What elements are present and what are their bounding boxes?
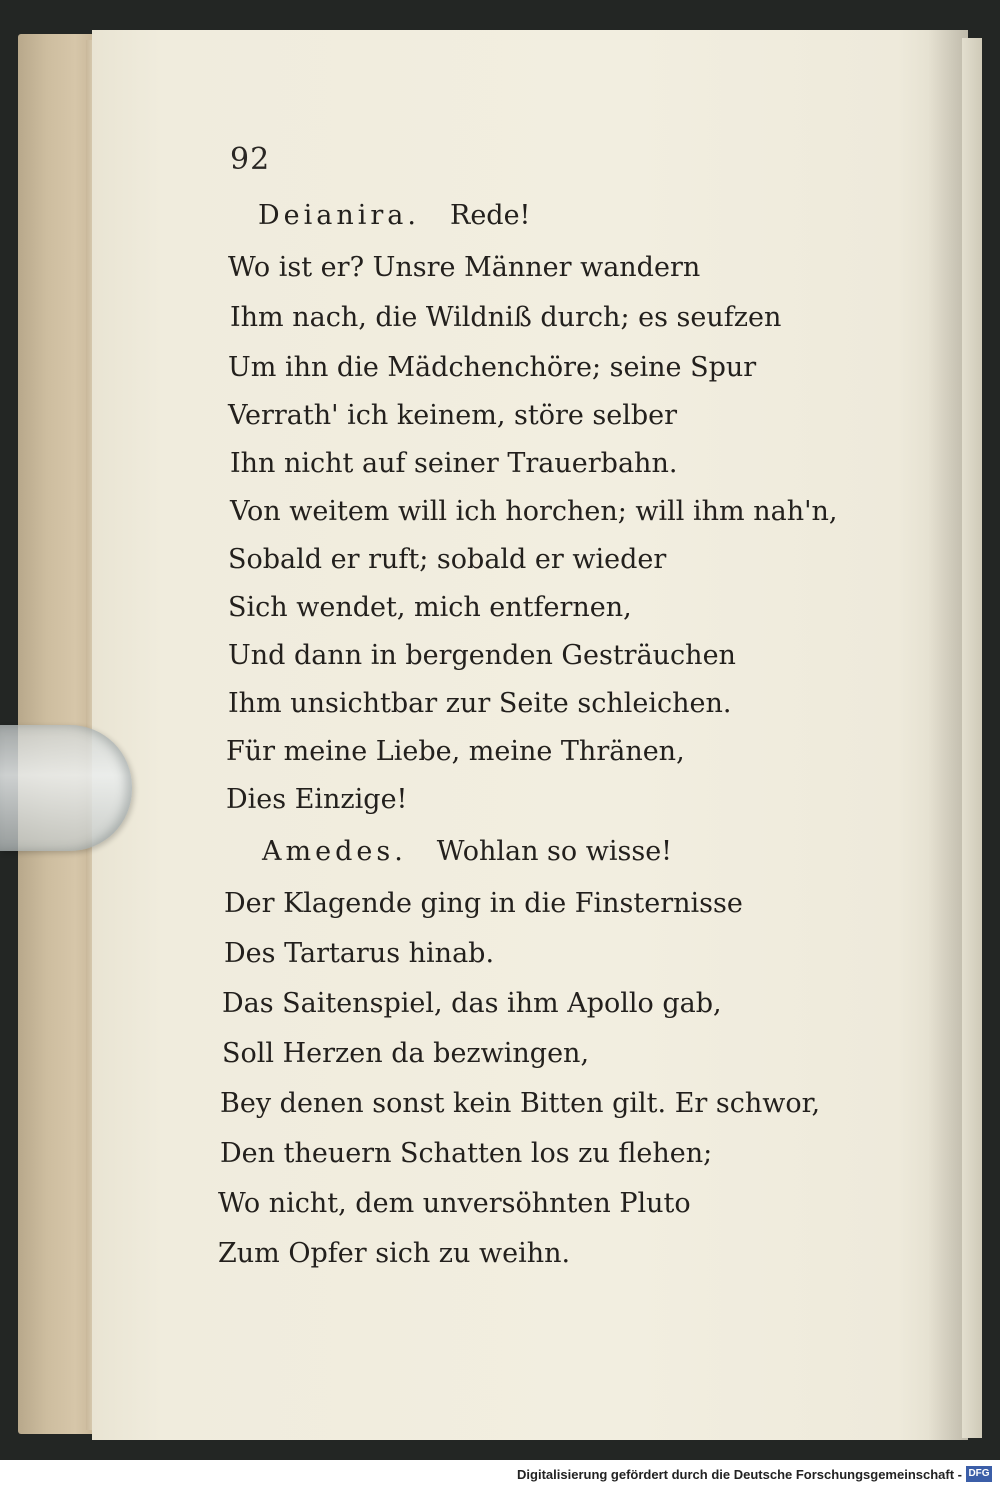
- text-line: [262, 836, 672, 867]
- text-line: Des Tartarus hinab.: [224, 938, 495, 969]
- line-text: Wohlan so wisse!: [436, 836, 673, 867]
- text-line: Verrath' ich keinem, störe selber: [228, 400, 678, 431]
- text-line: Soll Herzen da bezwingen,: [222, 1038, 590, 1069]
- text-line: Und dann in bergenden Gesträuchen: [228, 640, 736, 671]
- text-line: Zum Opfer sich zu weihn.: [218, 1238, 571, 1269]
- page-number: 92: [230, 142, 271, 177]
- text-line: [258, 200, 530, 231]
- text-line: Für meine Liebe, meine Thränen,: [226, 736, 685, 767]
- speaker-name: Amedes.: [262, 836, 407, 867]
- text-line: Der Klagende ging in die Finsternisse: [224, 888, 743, 919]
- text-line: Wo nicht, dem unversöhnten Pluto: [218, 1188, 691, 1219]
- text-line: Wo ist er? Unsre Männer wandern: [228, 252, 701, 283]
- text-line: Von weitem will ich horchen; will ihm nah'n,: [230, 496, 838, 527]
- digitization-credit: Digitalisierung gefördert durch die Deutsche Forschungsgemeinschaft -: [517, 1467, 962, 1482]
- text-line: Ihm nach, die Wildniß durch; es seufzen: [230, 302, 782, 333]
- speaker-name: Deianira.: [258, 200, 420, 231]
- text-line: Bey denen sonst kein Bitten gilt. Er schwor,: [220, 1088, 821, 1119]
- text-line: Sich wendet, mich entfernen,: [228, 592, 632, 623]
- text-line: Den theuern Schatten los zu flehen;: [220, 1138, 713, 1169]
- text-line: Ihn nicht auf seiner Trauerbahn.: [230, 448, 678, 479]
- text-line: Dies Einzige!: [226, 784, 408, 815]
- text-line: Das Saitenspiel, das ihm Apollo gab,: [222, 988, 722, 1019]
- line-text: Rede!: [449, 200, 531, 231]
- text-line: Sobald er ruft; sobald er wieder: [228, 544, 667, 575]
- footer-bar: [0, 1460, 1000, 1490]
- text-line: Um ihn die Mädchenchöre; seine Spur: [228, 352, 757, 383]
- text-line: Ihm unsichtbar zur Seite schleichen.: [228, 688, 732, 719]
- dfg-logo: DFG: [966, 1466, 992, 1482]
